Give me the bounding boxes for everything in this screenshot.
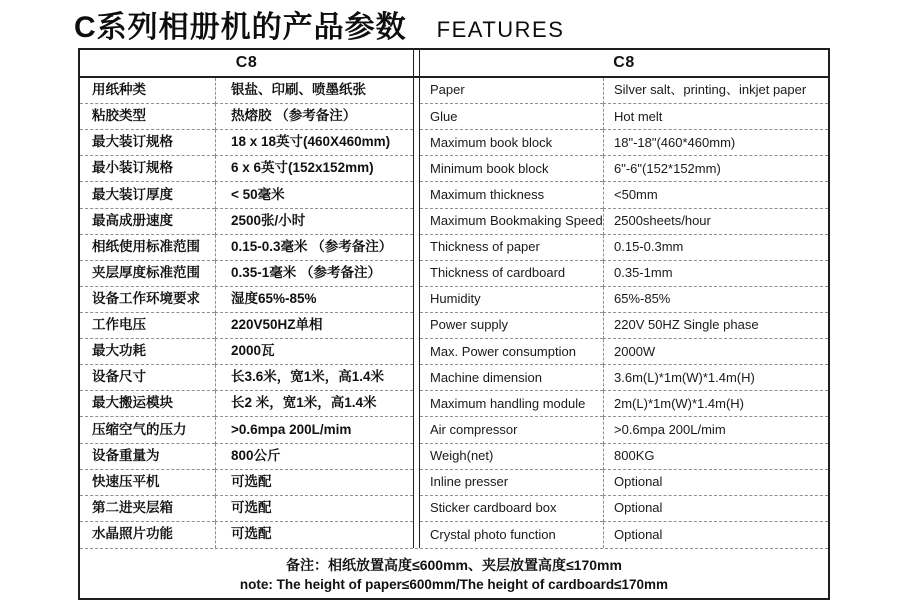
en-value-cell: 65%-85% <box>603 287 828 313</box>
table-center-divider <box>413 470 420 496</box>
en-label-cell: Glue <box>420 104 603 130</box>
zh-value-cell: 湿度65%-85% <box>215 287 413 313</box>
en-label-cell: Maximum thickness <box>420 182 603 208</box>
en-label-cell: Humidity <box>420 287 603 313</box>
table-center-divider <box>413 182 420 208</box>
en-value-cell: Optional <box>603 470 828 496</box>
en-value-cell: 3.6m(L)*1m(W)*1.4m(H) <box>603 365 828 391</box>
table-row <box>80 235 828 261</box>
en-value-cell: 0.15-0.3mm <box>603 235 828 261</box>
zh-label-cell: 压缩空气的压力 <box>80 417 215 443</box>
table-row <box>80 104 828 130</box>
zh-label-cell: 夹层厚度标准范围 <box>80 261 215 287</box>
table-center-divider <box>413 130 420 156</box>
zh-label-cell: 设备重量为 <box>80 444 215 470</box>
en-value-cell: 18"-18"(460*460mm) <box>603 130 828 156</box>
zh-label-cell: 快速压平机 <box>80 470 215 496</box>
en-value-cell: 6"-6"(152*152mm) <box>603 156 828 182</box>
en-value-cell: 2m(L)*1m(W)*1.4m(H) <box>603 391 828 417</box>
zh-value-cell: 2000瓦 <box>215 339 413 365</box>
table-row <box>80 156 828 182</box>
en-value-cell: Hot melt <box>603 104 828 130</box>
zh-label-cell: 最大装订厚度 <box>80 182 215 208</box>
table-row <box>80 182 828 208</box>
table-center-divider <box>413 522 420 548</box>
zh-label-cell: 用纸种类 <box>80 78 215 104</box>
en-label-cell: Maximum Bookmaking Speed <box>420 209 603 235</box>
table-row <box>80 339 828 365</box>
table-center-divider <box>413 104 420 130</box>
en-label-cell: Maximum book block <box>420 130 603 156</box>
table-row <box>80 209 828 235</box>
zh-value-cell: 可选配 <box>215 522 413 548</box>
zh-value-cell: 0.15-0.3毫米 （参考备注） <box>215 235 413 261</box>
table-row <box>80 417 828 443</box>
en-value-cell: Optional <box>603 496 828 522</box>
table-center-divider <box>413 287 420 313</box>
table-body <box>80 78 828 548</box>
table-center-divider <box>413 339 420 365</box>
note-english: note: The height of paper≤600mm/The height of cardboard≤170mm <box>239 577 669 592</box>
en-value-cell: 800KG <box>603 444 828 470</box>
table-row <box>80 444 828 470</box>
en-label-cell: Crystal photo function <box>430 526 556 542</box>
zh-value-cell: 可选配 <box>215 470 413 496</box>
zh-label-cell: 相纸使用标准范围 <box>80 235 215 261</box>
en-label-cell: Maximum handling module <box>420 391 603 417</box>
table-row <box>80 261 828 287</box>
table-center-divider <box>413 444 420 470</box>
zh-value-cell: 可选配 <box>215 496 413 522</box>
spec-table <box>78 48 830 600</box>
en-label-cell: Minimum book block <box>420 156 603 182</box>
table-row <box>80 78 828 104</box>
table-center-divider <box>413 50 420 76</box>
en-value-cell: 220V 50HZ Single phase <box>603 313 828 339</box>
zh-label-cell: 粘胶类型 <box>80 104 215 130</box>
table-header-row <box>80 50 828 78</box>
table-row <box>80 130 828 156</box>
table-center-divider <box>413 235 420 261</box>
page-title: C系列相册机的产品参数 <box>74 11 407 44</box>
page-header <box>74 2 564 46</box>
table-row <box>80 470 828 496</box>
en-label-cell: Sticker cardboard box <box>420 496 603 522</box>
table-center-divider <box>413 156 420 182</box>
zh-value-cell: 热熔胶 （参考备注） <box>215 104 413 130</box>
right-table-model-header: C8 <box>613 54 635 71</box>
page-subtitle: FEATURES <box>436 17 565 42</box>
table-center-divider <box>413 496 420 522</box>
table-row <box>80 313 828 339</box>
en-label-cell: Weigh(net) <box>420 444 603 470</box>
table-center-divider <box>413 313 420 339</box>
left-table-model-header: C8 <box>235 54 258 71</box>
table-row <box>80 287 828 313</box>
en-label-cell: Max. Power consumption <box>420 339 603 365</box>
zh-value-cell: 银盐、印刷、喷墨纸张 <box>215 78 413 104</box>
en-label-cell: Thickness of paper <box>420 235 603 261</box>
zh-value-cell: 0.35-1毫米 （参考备注） <box>215 261 413 287</box>
en-value-cell: >0.6mpa 200L/mim <box>603 417 828 443</box>
table-center-divider <box>413 365 420 391</box>
table-center-divider <box>413 391 420 417</box>
en-label-cell: Machine dimension <box>420 365 603 391</box>
en-label-cell: Air compressor <box>420 417 603 443</box>
en-value-cell: Silver salt、printing、inkjet paper <box>603 78 828 104</box>
en-value-cell: 2500sheets/hour <box>603 209 828 235</box>
en-value-cell: <50mm <box>603 182 828 208</box>
table-center-divider <box>413 261 420 287</box>
zh-label-cell: 工作电压 <box>80 313 215 339</box>
zh-label-cell: 设备尺寸 <box>80 365 215 391</box>
zh-label-cell: 最大搬运模块 <box>80 391 215 417</box>
zh-value-cell: 220V50HZ单相 <box>215 313 413 339</box>
table-center-divider <box>413 417 420 443</box>
table-center-divider <box>413 209 420 235</box>
zh-value-cell: 长3.6米，宽1米，高1.4米 <box>215 365 413 391</box>
en-label-cell: Inline presser <box>420 470 603 496</box>
en-label-cell: Thickness of cardboard <box>420 261 603 287</box>
zh-label-cell: 最大功耗 <box>80 339 215 365</box>
zh-value-cell: < 50毫米 <box>215 182 413 208</box>
zh-label-cell: 第二进夹层箱 <box>80 496 215 522</box>
table-row <box>80 496 828 522</box>
zh-value-cell: 18 x 18英寸(460X460mm) <box>215 130 413 156</box>
table-note <box>80 548 828 598</box>
zh-label-cell: 最大装订规格 <box>80 130 215 156</box>
zh-label-cell: 最高成册速度 <box>80 209 215 235</box>
zh-value-cell: >0.6mpa 200L/mim <box>215 417 413 443</box>
zh-value-cell: 2500张/小时 <box>215 209 413 235</box>
table-center-divider <box>413 78 420 104</box>
zh-value-cell: 800公斤 <box>215 444 413 470</box>
zh-value-cell: 6 x 6英寸(152x152mm) <box>215 156 413 182</box>
en-value-cell: 2000W <box>603 339 828 365</box>
table-row <box>80 391 828 417</box>
en-label-cell: Paper <box>420 78 603 104</box>
table-row <box>80 365 828 391</box>
zh-label-cell: 设备工作环境要求 <box>80 287 215 313</box>
en-label-cell: Power supply <box>420 313 603 339</box>
en-value-cell: 0.35-1mm <box>603 261 828 287</box>
en-value-cell: Optional <box>603 522 828 548</box>
zh-label-cell: 水晶照片功能 <box>92 526 173 542</box>
zh-label-cell: 最小装订规格 <box>80 156 215 182</box>
zh-value-cell: 长2 米，宽1米，高1.4米 <box>215 391 413 417</box>
table-row <box>80 522 828 548</box>
note-chinese: 备注：相纸放置高度≤600mm、夹层放置高度≤170mm <box>286 557 622 573</box>
